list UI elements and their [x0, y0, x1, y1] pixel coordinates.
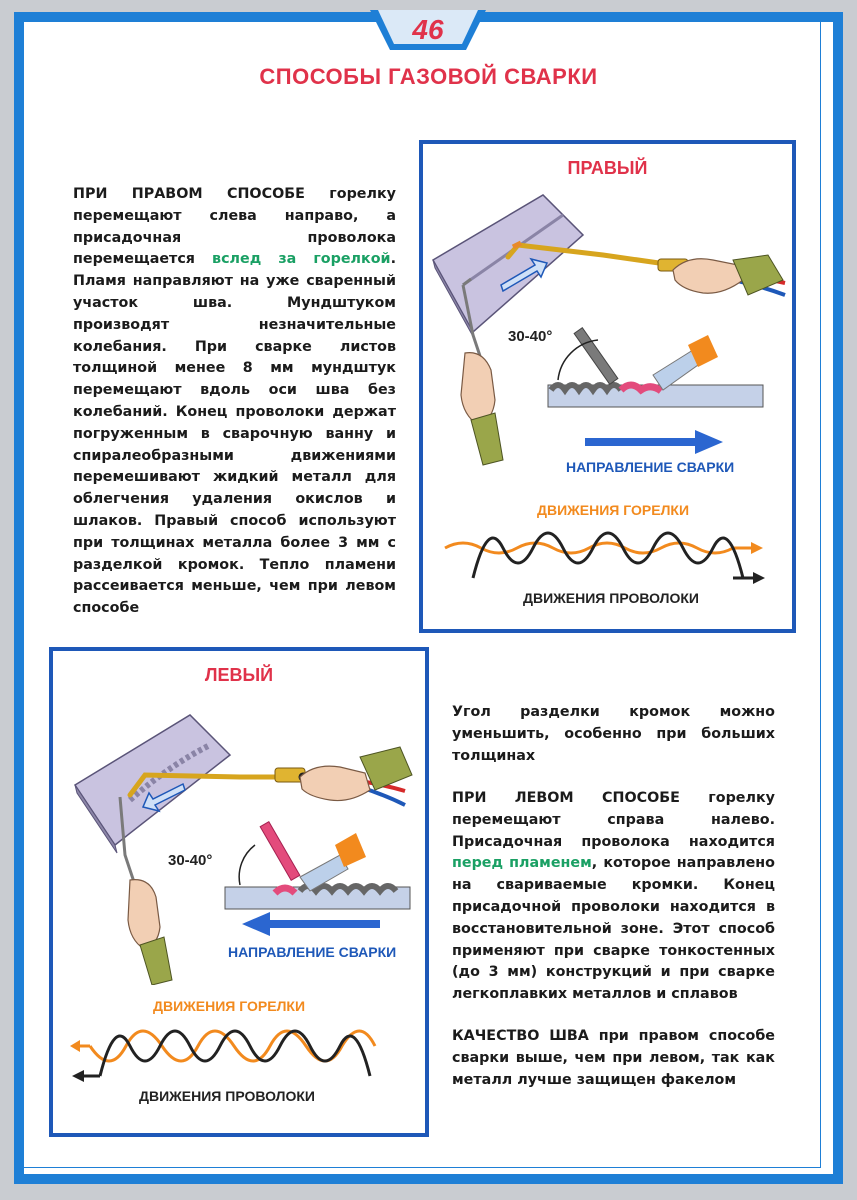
left-method-text: [452, 788, 775, 1006]
right-torch-wave: [445, 543, 753, 553]
weld-quality-lead: КАЧЕСТВО ШВА: [452, 1028, 589, 1044]
left-method-text-2: , которое направлено на свариваемые кромки. Конец присадочной проволоки находится в восстановительной зоне. Этот способ применяют при сварке тонкостенных (до 3 мм) конструкций и при сварке легкоплавких металлов и сплавов: [452, 855, 775, 1003]
left-method-text-1: горелку перемещают справа налево. Присадочная проволока находится: [452, 790, 775, 850]
weld-quality-text: [452, 1026, 775, 1091]
left-motion-waves: [70, 1016, 400, 1088]
right-method-highlight: вслед за горелкой: [212, 251, 391, 268]
page-number: 46: [412, 14, 444, 45]
left-method-lead: ПРИ ЛЕВОМ СПОСОБЕ: [452, 790, 680, 806]
right-panel-title: ПРАВЫЙ: [567, 158, 648, 178]
right-torch-motion-label: ДВИЖЕНИЯ ГОРЕЛКИ: [537, 502, 690, 518]
left-direction-arrow: [240, 912, 380, 936]
left-welding-illustration: [60, 705, 420, 985]
right-motion-waves: [443, 518, 773, 590]
right-method-text-2: . Пламя направляют на уже сваренный участок шва. Мундштуком производят незначительные колебания. При сварке листов толщиной менее 8 мм мундштук перемещают вдоль оси шва без колебаний. Конец проволоки держат погруженным в сварочную ванну и спиралеобразными движениями перемешивают жидкий металл для облегчения удаления окислов и шлаков. Правый способ используют при толщинах металла более 3 мм с разделкой кромок. Тепло пламени рассеивается меньше, чем при левом способе: [73, 251, 396, 617]
right-direction-label: НАПРАВЛЕНИЕ СВАРКИ: [566, 459, 735, 475]
left-wire-wave: [100, 1031, 370, 1076]
left-panel-title: ЛЕВЫЙ: [204, 665, 274, 685]
right-angle-label: 30-40°: [508, 328, 553, 345]
right-direction-arrow: [585, 430, 725, 454]
right-method-text: [73, 184, 396, 620]
left-wire-motion-label: ДВИЖЕНИЯ ПРОВОЛОКИ: [139, 1088, 315, 1104]
edge-angle-note: Угол разделки кромок можно уменьшить, особенно при больших толщинах: [452, 704, 775, 764]
right-wire-wave: [473, 533, 743, 578]
right-method-lead: ПРИ ПРАВОМ СПОСОБЕ: [73, 186, 305, 202]
left-torch-motion-label: ДВИЖЕНИЯ ГОРЕЛКИ: [153, 998, 306, 1014]
page-title: СПОСОБЫ ГАЗОВОЙ СВАРКИ: [259, 64, 598, 89]
left-direction-label: НАПРАВЛЕНИЕ СВАРКИ: [228, 944, 397, 960]
right-method-text-1: горелку перемещают слева направо, а присадочная проволока перемещается: [73, 186, 396, 268]
weld-quality-body: при правом способе сварки выше, чем при левом, так как металл лучше защищен факелом: [452, 1028, 775, 1088]
left-angle-label: 30-40°: [168, 852, 213, 869]
left-method-highlight: перед пламенем: [452, 855, 592, 872]
right-wire-motion-label: ДВИЖЕНИЯ ПРОВОЛОКИ: [523, 590, 699, 606]
